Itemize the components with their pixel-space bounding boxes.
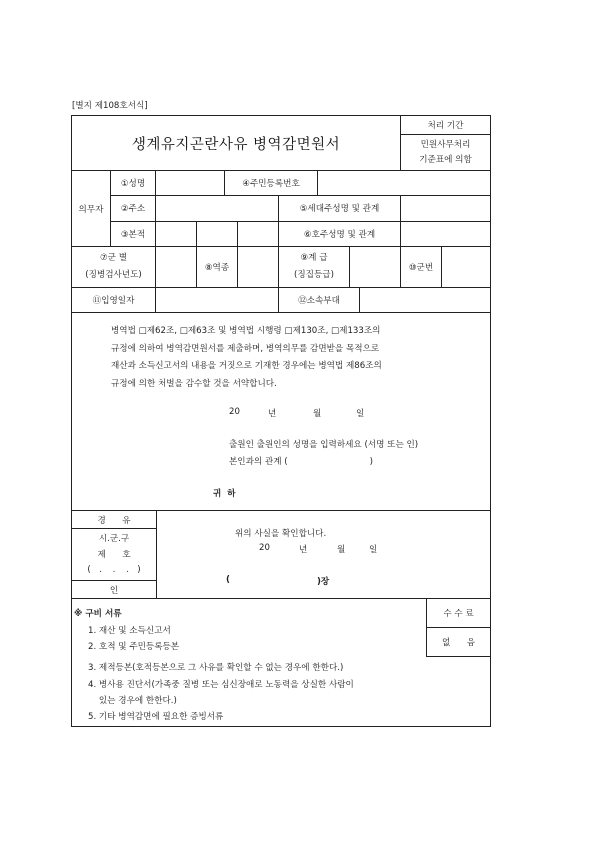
applicant-group-label: 의무자 xyxy=(78,204,104,215)
statement-line-1: 병역법 □제62조, □제63조 및 병역법 시행령 □제130조, □제133조의 xyxy=(111,326,381,336)
rank-label: ⑨계 급 xyxy=(300,253,328,263)
frame-right xyxy=(490,115,491,727)
household-head-label: ⑤세대주성명 및 관계 xyxy=(299,204,380,214)
statement-line-4: 규정에 의한 처벌을 감수할 것을 서약합니다. xyxy=(111,378,277,389)
addressee: 귀 하 xyxy=(213,489,236,499)
required-docs-header: ※ 구비 서류 xyxy=(74,609,122,619)
confirm-day: 일 xyxy=(369,545,378,555)
date-month: 월 xyxy=(313,409,322,419)
unit-value[interactable] xyxy=(360,288,490,312)
branch-year-label: (징병검사년도) xyxy=(85,270,142,280)
processing-period-label: 처리 기간 xyxy=(427,121,464,131)
family-head-value[interactable] xyxy=(401,222,490,246)
confirm-date-prefix: 20 xyxy=(259,543,270,553)
doc-item-5: 5. 기타 병역감면에 필요한 증빙서류 xyxy=(88,712,224,722)
origin-label: ③본적 xyxy=(120,230,146,240)
confirm-year: 년 xyxy=(299,545,308,555)
confirm-text: 위의 사실을 확인합니다. xyxy=(235,529,327,539)
form-reference: [별지 제108호서식] xyxy=(72,101,148,111)
processing-divider xyxy=(400,134,490,135)
name-value[interactable] xyxy=(156,171,224,195)
via-date-paren: ( . . . ) xyxy=(87,564,141,575)
via-vertical xyxy=(156,510,157,598)
confirm-office-open: ( xyxy=(226,575,230,585)
confirm-month: 월 xyxy=(337,545,346,555)
date-prefix: 20 xyxy=(229,407,240,417)
fee-value: 없 음 xyxy=(442,638,475,648)
fee-label: 수 수 료 xyxy=(443,609,474,619)
rank-grade-label: (징집등급) xyxy=(294,270,334,280)
service-no-value[interactable] xyxy=(442,247,490,287)
origin-value[interactable] xyxy=(156,222,278,246)
doc-item-1: 1. 재산 및 소득신고서 xyxy=(88,626,171,636)
service-type-value[interactable] xyxy=(238,247,278,287)
doc-item-2: 2. 호적 및 주민등록등본 xyxy=(88,642,180,652)
household-head-value[interactable] xyxy=(401,196,490,220)
form-title: 생계유지곤란사유 병역감면원서 xyxy=(131,137,341,153)
service-type-label: ⑧역종 xyxy=(204,263,230,273)
doc-item-4: 4. 병사용 진단서(가족중 질병 또는 심신장애로 노동력을 상실한 사람이 xyxy=(88,680,354,690)
enlist-date-label: ⑪입영일자 xyxy=(92,296,135,306)
via-label: 경 유 xyxy=(97,515,131,526)
date-day: 일 xyxy=(356,409,365,419)
rrn-value[interactable] xyxy=(318,171,490,195)
branch-label: ⑦군 별 xyxy=(99,253,128,263)
frame-bottom xyxy=(71,726,491,727)
confirm-office-close: )장 xyxy=(317,577,330,587)
date-year: 년 xyxy=(268,409,277,419)
applicant-signature-line[interactable]: 출원인 출원인의 성명을 입력하세요 (서명 또는 인) xyxy=(229,440,419,450)
processing-line1: 민원사무처리 xyxy=(420,140,471,150)
via-seal: 인 xyxy=(109,585,119,596)
rank-value[interactable] xyxy=(350,247,400,287)
address-label: ②주소 xyxy=(120,204,146,214)
enlist-date-value[interactable] xyxy=(156,288,278,312)
service-no-label: ⑩군번 xyxy=(408,263,434,273)
unit-label: ⑫소속부대 xyxy=(298,296,340,306)
via-divider-1 xyxy=(71,528,157,529)
statement-text xyxy=(111,323,382,393)
rrn-label: ④주민등록번호 xyxy=(242,179,300,189)
via-office-1: 시.군.구 xyxy=(98,533,130,544)
name-label: ①성명 xyxy=(120,179,146,189)
relation-line[interactable]: 본인과의 관계 ( ) xyxy=(229,457,373,467)
via-office-2: 제 호 xyxy=(97,549,131,560)
statement-line-3: 재산과 소득신고서의 내용을 거짓으로 기재한 경우에는 병역법 제86조의 xyxy=(111,361,382,371)
family-head-label: ⑥호주성명 및 관계 xyxy=(303,230,376,240)
doc-item-4-cont: 있는 경우에 한한다.) xyxy=(88,696,177,706)
fee-bottom xyxy=(426,656,491,657)
e-bottom xyxy=(71,312,491,313)
statement-line-2: 규정에 의하여 병역감면원서를 제출하며, 병역의무를 감면받을 목적으로 xyxy=(111,343,380,354)
address-value[interactable] xyxy=(156,196,278,220)
branch-value[interactable] xyxy=(156,247,196,287)
processing-line2: 기준표에 의함 xyxy=(419,155,472,165)
doc-item-3: 3. 제적등본(호적등본으로 그 사유를 확인할 수 없는 경우에 한한다.) xyxy=(88,663,344,673)
